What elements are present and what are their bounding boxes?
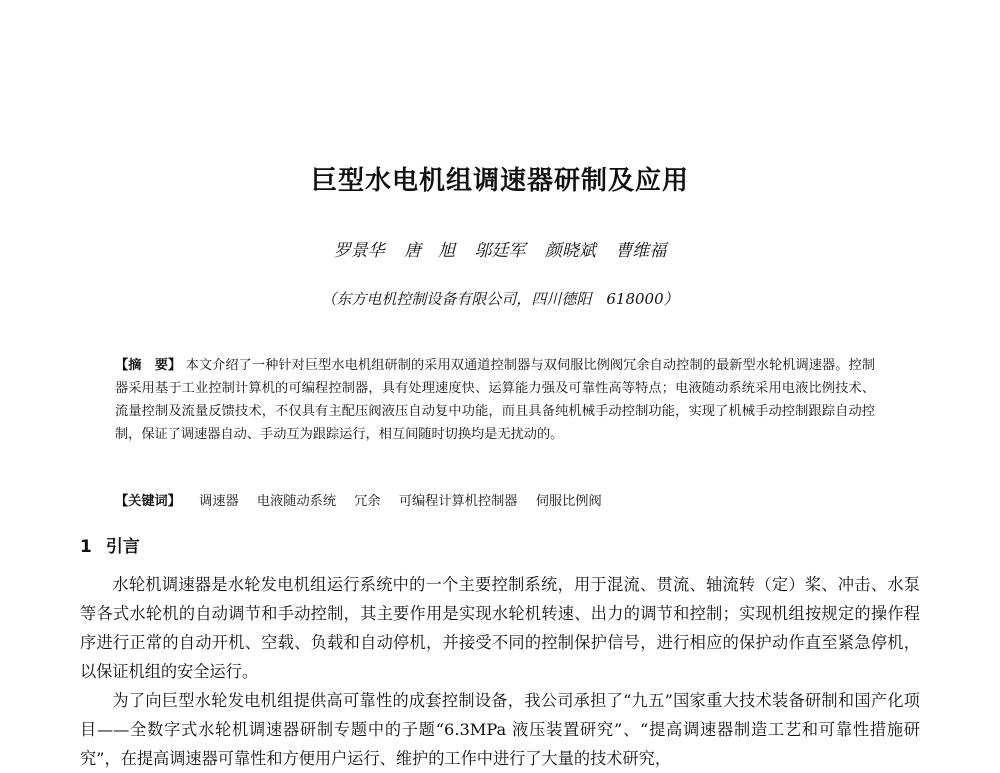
paragraph: 为了向巨型水轮发电机组提供高可靠性的成套控制设备，我公司承担了“九五”国家重大技术装备研制和国产化项目——全数字式水轮机调速器研制专题中的子题“6.3MPa 液压装置研究”、“提高调速器制造工艺和可靠性措施研究”，在提高调速器可靠性和方便用户运行、维护的工作中进行了大量的技术研究， [80, 691, 920, 768]
author-name: 邬廷军 [474, 241, 526, 261]
paragraph: 水轮机调速器是水轮发电机组运行系统中的一个主要控制系统，用于混流、贯流、轴流转（定）桨、冲击、水泵等各式水轮机的自动调节和手动控制，其主要作用是实现水轮机转速、出力的调节和控制；实现机组按规定的操作程序进行正常的自动开机、空载、负载和自动停机，并接受不同的控制保护信号，进行相应的保护动作直至紧急停机，以保证机组的安全运行。 [80, 575, 920, 681]
keyword: 冗余 [354, 494, 381, 509]
keywords [115, 490, 875, 513]
abstract-label: 【摘 要】 [115, 358, 182, 373]
section-heading [80, 532, 140, 557]
abstract-text: 本文介绍了一种针对巨型水电机组研制的采用双通道控制器与双伺服比例阀冗余自动控制的最新型水轮机调速器。控制器采用基于工业控制计算机的可编程控制器，具有处理速度快、运算能力强及可靠性高等特点；电液随动系统采用电液比例技术、流量控制及流量反馈技术，不仅具有主配压阀液压自动复中功能，而且具备纯机械手动控制功能，实现了机械手动控制跟踪自动控制，保证了调速器自动、手动互为跟踪运行，相互间随时切换均是无扰动的。 [115, 358, 876, 442]
keyword: 调速器 [199, 494, 239, 509]
keyword: 可编程计算机控制器 [398, 494, 518, 509]
author-name: 曹维福 [615, 241, 667, 261]
section-title: 引言 [105, 537, 140, 557]
affiliation: （东方电机控制设备有限公司，四川德阳 618000） [321, 290, 679, 308]
author-list [0, 236, 1000, 261]
author-name: 颜晓斌 [544, 241, 596, 261]
abstract [115, 354, 875, 446]
body-text [80, 570, 920, 773]
keywords-label: 【关键词】 [115, 494, 181, 509]
author-name: 罗景华 [333, 241, 385, 261]
author-name: 唐 旭 [404, 241, 456, 261]
paper-title: 巨型水电机组调速器研制及应用 [310, 166, 689, 196]
section-number: 1 [80, 537, 92, 557]
keyword: 伺服比例阀 [535, 494, 602, 509]
keyword: 电液随动系统 [256, 494, 337, 509]
